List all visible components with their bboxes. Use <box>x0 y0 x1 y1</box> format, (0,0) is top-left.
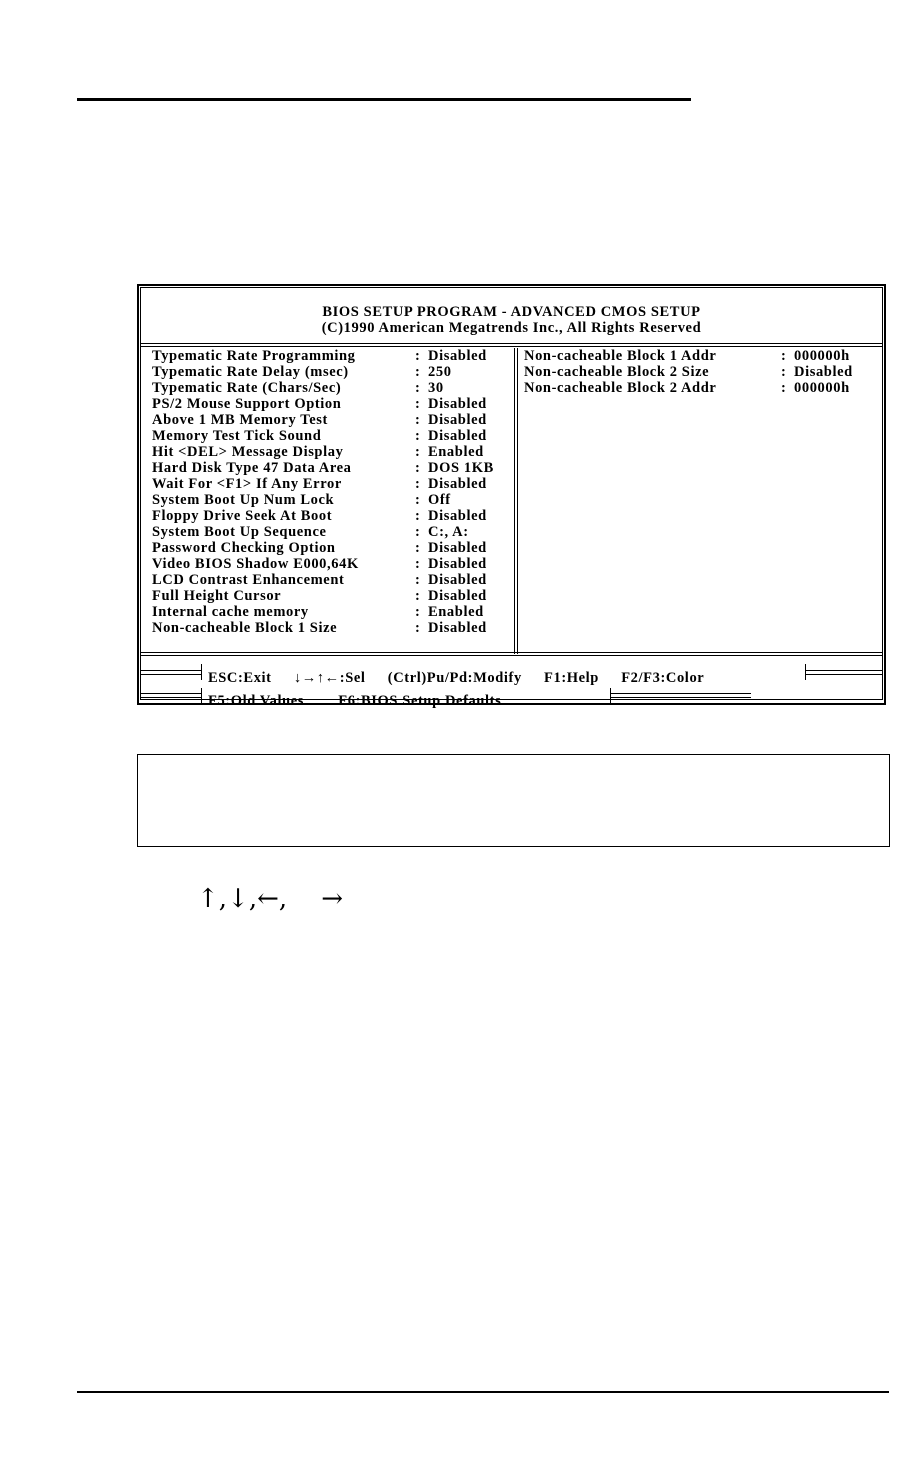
footer-deco-right <box>806 670 882 675</box>
left-option-row[interactable] <box>152 524 512 540</box>
option-separator: : <box>415 508 421 524</box>
footer-deco-mid <box>611 693 751 698</box>
left-option-row[interactable] <box>152 476 512 492</box>
option-label: Typematic Rate (Chars/Sec) <box>152 380 342 396</box>
left-arrow-icon: ←, <box>257 884 288 914</box>
up-arrow-icon: ↑, <box>197 884 228 914</box>
left-option-row[interactable] <box>152 380 512 396</box>
option-label: Video BIOS Shadow E000,64K <box>152 556 359 572</box>
option-value[interactable]: Disabled <box>428 508 487 524</box>
option-separator: : <box>415 492 421 508</box>
right-option-row[interactable] <box>524 364 880 380</box>
footer-defaults: F6:BIOS Setup Defaults <box>338 693 502 709</box>
left-option-row[interactable] <box>152 556 512 572</box>
option-separator: : <box>415 460 421 476</box>
option-value[interactable]: Disabled <box>428 476 487 492</box>
option-label: Floppy Drive Seek At Boot <box>152 508 333 524</box>
option-label: PS/2 Mouse Support Option <box>152 396 342 412</box>
option-separator: : <box>415 380 421 396</box>
option-label: Non-cacheable Block 2 Addr <box>524 380 717 396</box>
option-value[interactable]: Enabled <box>428 444 484 460</box>
top-rule <box>77 98 691 101</box>
footer-divider <box>141 652 882 656</box>
footer-deco-left-tick-2 <box>201 688 202 704</box>
option-label: Internal cache memory <box>152 604 309 620</box>
bios-header <box>141 288 882 343</box>
option-value[interactable]: Disabled <box>428 396 487 412</box>
bios-copyright: (C)1990 American Megatrends Inc., All Rights Reserved <box>321 320 702 336</box>
option-label: Full Height Cursor <box>152 588 282 604</box>
option-separator: : <box>415 412 421 428</box>
option-value[interactable]: 000000h <box>794 380 850 396</box>
left-option-row[interactable] <box>152 492 512 508</box>
right-options-panel <box>518 348 882 652</box>
option-separator: : <box>415 396 421 412</box>
footer-deco-left-tick <box>201 664 202 680</box>
left-option-row[interactable] <box>152 396 512 412</box>
option-separator: : <box>415 604 421 620</box>
footer-help: F1:Help <box>544 670 599 686</box>
option-separator: : <box>781 380 787 396</box>
left-option-row[interactable] <box>152 460 512 476</box>
left-option-row[interactable] <box>152 620 512 636</box>
option-value[interactable]: 000000h <box>794 348 850 364</box>
footer-color: F2/F3:Color <box>621 670 705 686</box>
option-value[interactable]: C:, A: <box>428 524 469 540</box>
option-value[interactable]: Disabled <box>428 556 487 572</box>
left-option-row[interactable] <box>152 508 512 524</box>
down-arrow-icon: ↓, <box>227 884 258 914</box>
option-separator: : <box>415 572 421 588</box>
option-separator: : <box>415 444 421 460</box>
bottom-rule <box>77 1391 889 1393</box>
option-label: Non-cacheable Block 2 Size <box>524 364 710 380</box>
left-option-row[interactable] <box>152 444 512 460</box>
option-separator: : <box>415 476 421 492</box>
left-option-row[interactable] <box>152 540 512 556</box>
option-value[interactable]: Disabled <box>428 572 487 588</box>
option-label: Password Checking Option <box>152 540 336 556</box>
footer-sel: ↓→↑←:Sel <box>293 670 366 686</box>
option-label: Memory Test Tick Sound <box>152 428 322 444</box>
footer-esc: ESC:Exit <box>208 670 272 686</box>
option-label: System Boot Up Num Lock <box>152 492 335 508</box>
option-label: Above 1 MB Memory Test <box>152 412 328 428</box>
option-label: Hit <DEL> Message Display <box>152 444 344 460</box>
option-value[interactable]: Disabled <box>428 348 487 364</box>
option-separator: : <box>781 364 787 380</box>
bios-setup-screen <box>137 284 886 709</box>
footer-modify: (Ctrl)Pu/Pd:Modify <box>387 670 522 686</box>
option-value[interactable]: DOS 1KB <box>428 460 494 476</box>
left-option-row[interactable] <box>152 348 512 364</box>
footer-old-values: F5:Old Values <box>208 693 305 709</box>
option-separator: : <box>415 556 421 572</box>
option-label: Non-cacheable Block 1 Size <box>152 620 338 636</box>
right-option-row[interactable] <box>524 348 880 364</box>
option-value[interactable]: 250 <box>428 364 452 380</box>
option-value[interactable]: Disabled <box>428 540 487 556</box>
left-option-row[interactable] <box>152 572 512 588</box>
option-label: Typematic Rate Delay (msec) <box>152 364 349 380</box>
arrow-keys <box>197 884 343 914</box>
option-value[interactable]: Enabled <box>428 604 484 620</box>
option-label: LCD Contrast Enhancement <box>152 572 345 588</box>
option-value[interactable]: Disabled <box>428 588 487 604</box>
option-separator: : <box>415 620 421 636</box>
option-label: Wait For <F1> If Any Error <box>152 476 342 492</box>
left-options-panel <box>141 348 514 652</box>
footer-keys-line-2 <box>208 693 501 710</box>
option-separator: : <box>415 364 421 380</box>
left-option-row[interactable] <box>152 588 512 604</box>
option-value[interactable]: Off <box>428 492 451 508</box>
footer-deco-left-2 <box>141 693 201 698</box>
left-option-row[interactable] <box>152 604 512 620</box>
option-value[interactable]: Disabled <box>428 412 487 428</box>
footer-deco-left <box>141 670 201 675</box>
option-separator: : <box>415 540 421 556</box>
left-option-row[interactable] <box>152 364 512 380</box>
option-separator: : <box>781 348 787 364</box>
option-label: Typematic Rate Programming <box>152 348 356 364</box>
note-box <box>137 754 890 847</box>
option-label: Hard Disk Type 47 Data Area <box>152 460 352 476</box>
option-separator: : <box>415 348 421 364</box>
left-option-row[interactable] <box>152 412 512 428</box>
header-divider <box>141 343 882 347</box>
option-value[interactable]: Disabled <box>428 428 487 444</box>
option-value[interactable]: Disabled <box>428 620 487 636</box>
left-option-row[interactable] <box>152 428 512 444</box>
bios-title: BIOS SETUP PROGRAM - ADVANCED CMOS SETUP <box>322 304 701 320</box>
footer-keys-line-1 <box>208 670 704 687</box>
option-separator: : <box>415 524 421 540</box>
option-separator: : <box>415 588 421 604</box>
option-label: System Boot Up Sequence <box>152 524 327 540</box>
option-value[interactable]: 30 <box>428 380 444 396</box>
option-value[interactable]: Disabled <box>794 364 853 380</box>
right-option-row[interactable] <box>524 380 880 396</box>
right-arrow-icon: → <box>321 884 343 914</box>
option-label: Non-cacheable Block 1 Addr <box>524 348 717 364</box>
option-separator: : <box>415 428 421 444</box>
